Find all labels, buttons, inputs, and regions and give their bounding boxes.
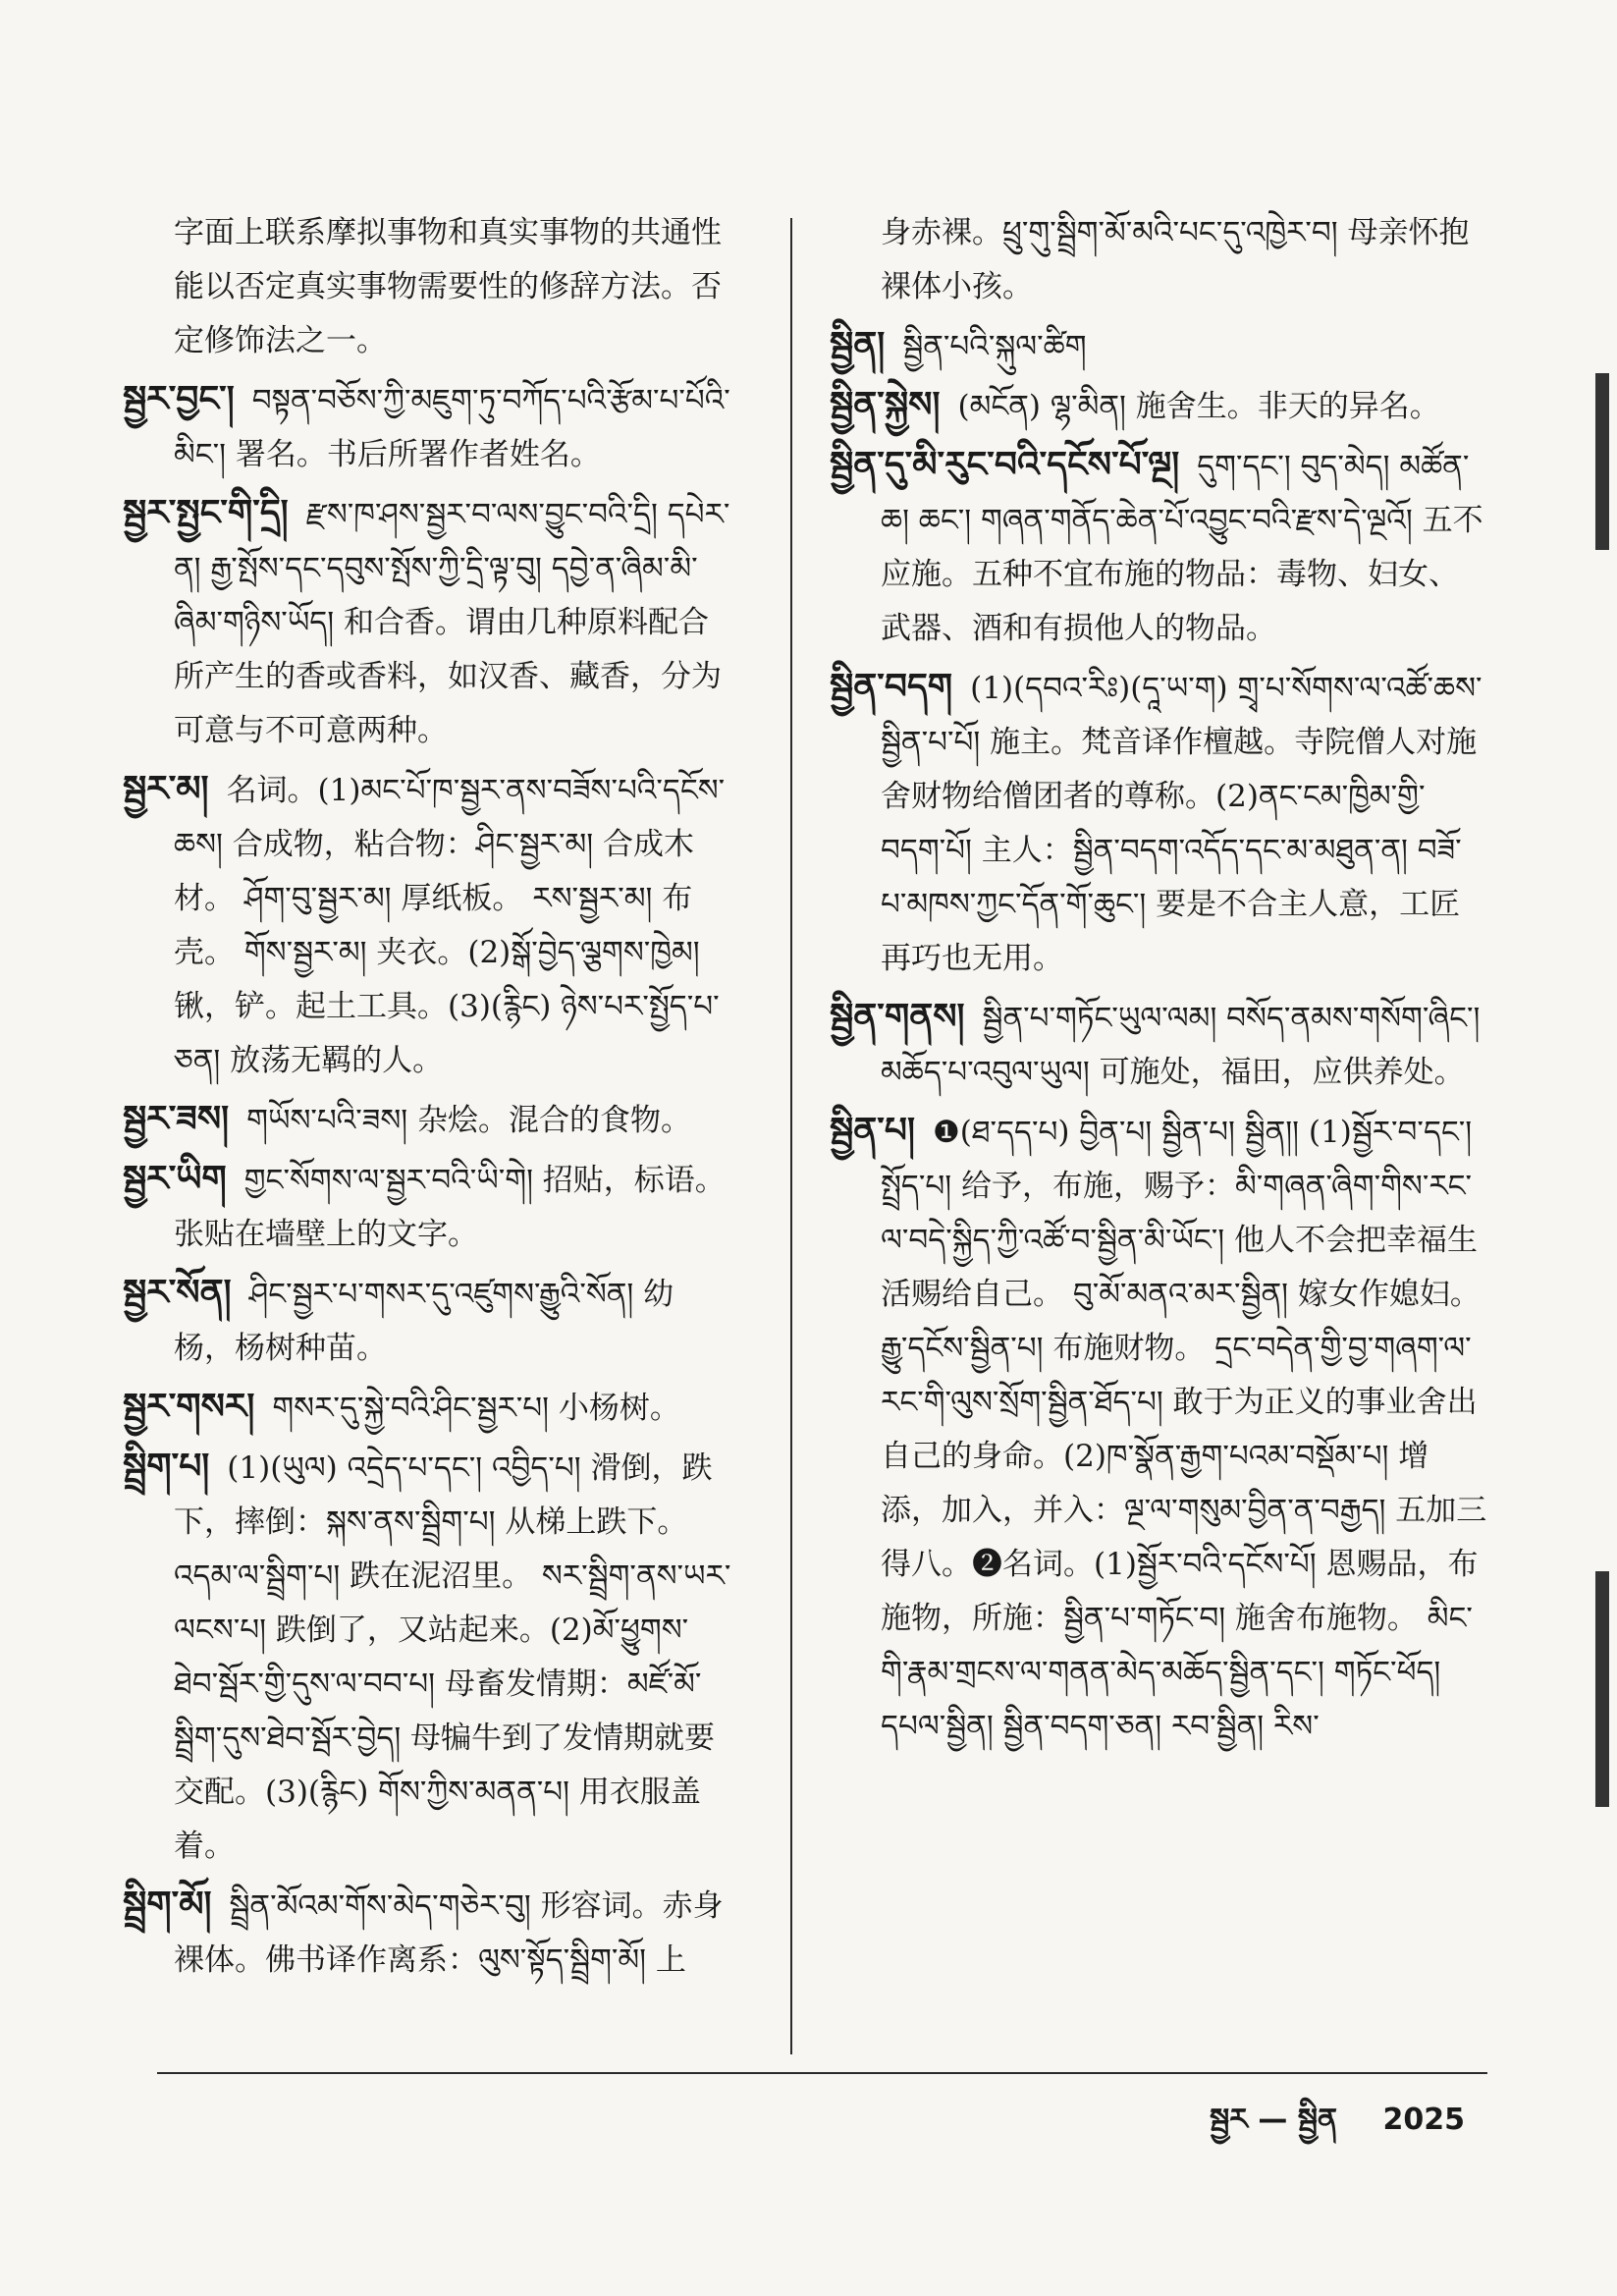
- entry-headword: སྦྱར་མ།: [123, 769, 209, 809]
- dictionary-entry: [123, 1440, 731, 1874]
- dictionary-entry: [123, 762, 731, 1088]
- entry-definition: སྦྲིན་མོའམ་གོས་མེད་གཅེར་བུ། 形容词。赤身裸体。佛书译作离系：ལུས་སྟོད་སྦྲིག་མོ། 上: [174, 1888, 724, 1978]
- entry-definition: སྦྱིན་པ་གཏོང་ཡུལ་ལམ། བསོད་ནམས་གསོག་ཞིང་། མཆོད་པ་འབུལ་ཡུལ། 可施处，福田，应供养处。: [881, 1001, 1481, 1090]
- dictionary-entry: [123, 1152, 731, 1262]
- entry-definition: དུག་དང་། བུད་མེད། མཚོན་ཆ། ཆང་། གཞན་གནོད་ཆེན་པོ་འབྱུང་བའི་རྫས་དེ་ལྔའོ། 五不应施。五种不宜布施的物品：毒物、妇女、武器、酒和有损他人的物品。: [881, 449, 1483, 646]
- dictionary-entry: [123, 372, 731, 482]
- entry-definition: གཡོས་པའི་ཟས། 杂烩。混合的食物。: [246, 1103, 692, 1138]
- page-range: སྦྱར — སྦྱིན: [1209, 2103, 1338, 2137]
- continuation-text: 身赤裸。ཕྲུ་གུ་སྦྲིག་མོ་མའི་པང་དུ་འཁྱེར་བ། 母亲怀抱裸体小孩。: [881, 215, 1470, 304]
- entry-headword: སྦྱིན་དུ་མི་རུང་བའི་དངོས་པོ་ལྔ།: [830, 445, 1180, 485]
- dictionary-entry: [830, 318, 1487, 374]
- dictionary-entry: [830, 438, 1487, 656]
- right-column: [830, 206, 1487, 1758]
- entry-definition: ཤིང་སྦྱར་པ་གསར་དུ་འཛུགས་རྒྱུའི་སོན། 幼杨，杨树种苗。: [174, 1277, 674, 1366]
- entry-list: [830, 318, 1487, 1754]
- entry-headword: སྦྱར་ཡིག: [123, 1159, 227, 1199]
- entry-definition: ❶(ཐ་དད་པ) བྱིན་པ། སྦྱིན་པ། སྦྱིན།། (1)སྦྱོར་བ་དང་། སྤྲོད་པ། 给予，布施，赐予：མི་གཞན་ཞིག་གིས་རང་ལ་བདེ་སྐྱིད་ཀྱི་འཚོ་བ་སྦྱིན་མི་ཡོང་། 他人不会把幸福生活赐给自己。 བུ་མོ་མནའ་མར་སྦྱིན། 嫁女作媳妇。 རྒྱུ་དངོས་སྦྱིན་པ། 布施财物。 དྲང་བདེན་གྱི་བྱ་གཞག་ལ་རང་གི་ལུས་སྲོག་སྦྱིན་ཐོད་པ། 敢于为正义的事业舍出自己的身命。(2)ཁ་སྣོན་རྒྱག་པའམ་བསྡོམ་པ། 增添，加入，并入：ལྔ་ལ་གསུམ་བྱིན་ན་བརྒྱད། 五加三得八。❷名词。(1)སྦྱོར་བའི་དངོས་པོ། 恩赐品，布施物，所施：སྦྱིན་པ་གཏོང་བ། 施舍布施物。 མིང་གི་རྣམ་གྲངས་ལ་གནན་མེད་མཆོད་སྦྱིན་དང་། གཏོང་ཕོད། དཔལ་སྦྱིན། སྦྱིན་བདག་ཅན། རབ་སྦྱིན། རིས་: [881, 1115, 1487, 1744]
- left-column: [123, 206, 731, 1992]
- entry-headword: སྦྲིག་མོ།: [123, 1885, 212, 1925]
- entry-definition: བསྟན་བཅོས་ཀྱི་མཇུག་ཏུ་བཀོད་པའི་རྩོམ་པ་པོའི་མིང་། 署名。书后所署作者姓名。: [174, 383, 730, 472]
- page-number: 2025: [1382, 2103, 1465, 2137]
- continuation-text: 字面上联系摩拟事物和真实事物的共通性能以否定真实事物需要性的修辞方法。否定修饰法之一。: [174, 215, 722, 358]
- column-divider: [790, 218, 792, 2054]
- entry-definition: (མངོན) ལྷ་མིན། 施舍生。非天的异名。: [957, 389, 1440, 424]
- entry-definition: 名词。(1)མང་པོ་ཁ་སྦྱར་ནས་བཟོས་པའི་དངོས་ཆས། 合成物，粘合物：ཤིང་སྦྱར་མ། 合成木材。 ཤོག་བུ་སྦྱར་མ། 厚纸板。 རས་སྦྱར་མ། 布壳。 གོས་སྦྱར་མ། 夹衣。(2)སྒོ་བྱེད་ལྕགས་ཁྱེམ། 锹，铲。起土工具。(3)(རྙིང) ཉེས་པར་སྤྱོད་པ་ཅན། 放荡无羁的人。: [174, 773, 726, 1078]
- entry-headword: སྦྱིན་སྐྱེས།: [830, 385, 941, 425]
- dictionary-entry: [123, 1266, 731, 1376]
- entry-headword: སྦྱར་སྤྱང་གི་དྲི།: [123, 493, 289, 533]
- entry-headword: སྦྱིན་གནས།: [830, 997, 965, 1037]
- entry-definition: སྦྱིན་པའི་སྐུལ་ཚིག: [902, 329, 1087, 364]
- entry-definition: (1)(ཡུལ) འདྲེད་པ་དང་། འབྱིད་པ། 滑倒，跌下，摔倒：སྐས་ནས་སྦྲིག་པ། 从梯上跌下。 འདམ་ལ་སྦྲིག་པ། 跌在泥沼里。 སར་སྦྲིག་ནས་ཡར་ལངས་པ། 跌倒了，又站起来。(2)མོ་ཕྱུགས་ཐེབ་སྦོར་གྱི་དུས་ལ་བབ་པ། 母畜发情期：མཛོ་མོ་སྦྲིག་དུས་ཐེབ་སྦོར་བྱེད། 母犏牛到了发情期就要交配。(3)(རྙིང) གོས་ཀྱིས་མནན་པ། 用衣服盖着。: [174, 1450, 731, 1864]
- dictionary-entry: [123, 1092, 731, 1148]
- dictionary-entry: [123, 1878, 731, 1988]
- entry-headword: སྦྱིན།: [830, 325, 886, 365]
- entry-headword: སྦྱར་བྱང་།: [123, 379, 235, 419]
- dictionary-entry: [830, 1104, 1487, 1754]
- footer-rule: [157, 2072, 1487, 2074]
- entry-definition: རྫས་ཁ་ཤས་སྦྱར་བ་ལས་བྱུང་བའི་དྲི། དཔེར་ན། རྒྱ་སྤོས་དང་དབུས་སྤོས་ཀྱི་དྲི་ལྟ་བུ། དབྱེ་ན་ཞིམ་མི་ཞིམ་གཉིས་ཡོད། 和合香。谓由几种原料配合所产生的香或香料，如汉香、藏香，分为可意与不可意两种。: [174, 497, 730, 748]
- page-footer: [1174, 2087, 1465, 2169]
- dictionary-entry: [123, 1380, 731, 1436]
- scan-mark: [1595, 373, 1609, 550]
- dictionary-entry: [830, 990, 1487, 1100]
- dictionary-entry: [830, 378, 1487, 434]
- entry-headword: སྦྱར་ཟས།: [123, 1099, 230, 1139]
- entry-definition: གསར་དུ་སྐྱེ་བའི་ཤིང་སྦྱར་པ། 小杨树。: [272, 1391, 680, 1426]
- entry-definition: (1)(དབའ་རིཿ)(དཱ་ཡ་ག) གྲྭ་པ་སོགས་ལ་འཚོ་ཆས་སྦྱིན་པ་པོ། 施主。梵音译作檀越。寺院僧人对施舍财物给僧团者的尊称。(2)ནང་ངམ་ཁྱིམ་གྱི་བདག་པོ། 主人：སྦྱིན་བདག་འདོད་དང་མ་མཐུན་ན། བཟོ་པ་མཁས་ཀྱང་དོན་གོ་ཆུང་། 要是不合主人意，工匠再巧也无用。: [881, 671, 1482, 976]
- entry-headword: སྦྱིན་པ།: [830, 1111, 915, 1151]
- entry-headword: སྦྲིག་པ།: [123, 1447, 210, 1487]
- entry-headword: སྦྱར་སོན།: [123, 1273, 232, 1313]
- scan-mark: [1595, 1571, 1609, 1807]
- entry-headword: སྦྱིན་བདག: [830, 667, 953, 707]
- scan-margin-marks: [1580, 59, 1609, 2219]
- dictionary-entry: [830, 660, 1487, 986]
- dictionary-entry: [123, 486, 731, 758]
- entry-list: [123, 372, 731, 1988]
- entry-headword: སྦྱར་གསར།: [123, 1387, 255, 1427]
- entry-definition: གྱང་སོགས་ལ་སྦྱར་བའི་ཡི་གེ། 招贴，标语。张贴在墙壁上的文字。: [174, 1163, 726, 1252]
